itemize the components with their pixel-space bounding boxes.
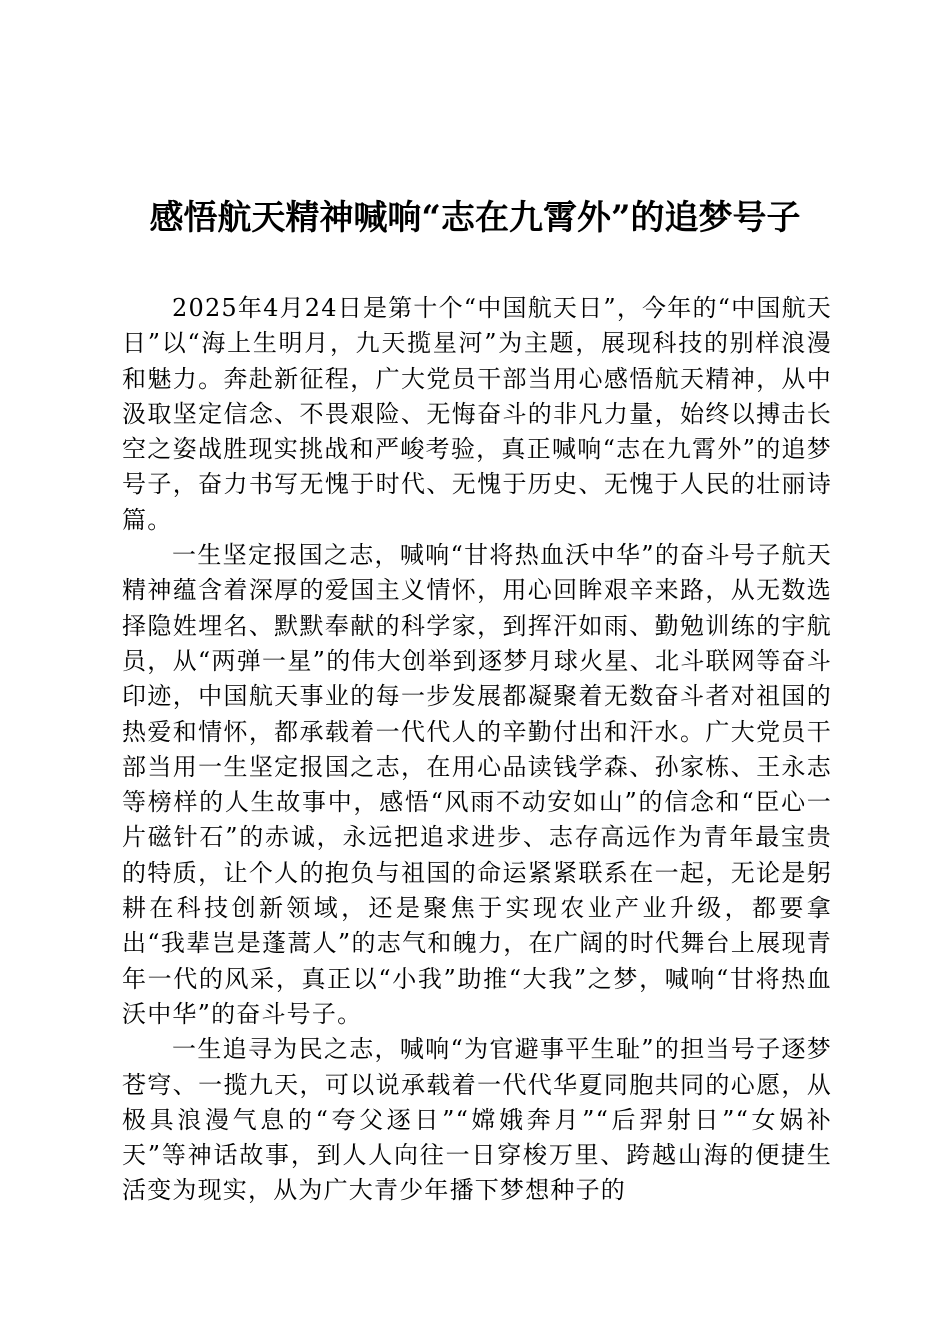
paragraph-patriotism: 一生坚定报国之志，喊响“甘将热血沃中华”的奋斗号子航天精神蕴含着深厚的爱国主义情怀，用心回眸艰辛来路，从无数选择隐姓埋名、默默奉献的科学家，到挥汗如雨、勤勉训练的宇航员，从“两弹一星”的伟大创举到逐梦月球火星、北斗联网等奋斗印迹，中国航天事业的每一步发展都凝聚着无数奋斗者对祖国的热爱和情怀，都承载着一代代人的辛勤付出和汗水。广大党员干部当用一生坚定报国之志，在用心品读钱学森、孙家栋、王永志等榜样的人生故事中，感悟“风雨不动安如山”的信念和“臣心一片磁针石”的赤诚，永远把追求进步、志存高远作为青年最宝贵的特质，让个人的抱负与祖国的命运紧紧联系在一起，无论是躬耕在科技创新领域，还是聚焦于实现农业产业升级，都要拿出“我辈岂是蓬蒿人”的志气和魄力，在广阔的时代舞台上展现青年一代的风采，真正以“小我”助推“大我”之梦，喊响“甘将热血沃中华”的奋斗号子。 bbox=[122, 541, 832, 1028]
document-title: 感悟航天精神喊响“志在九霄外”的追梦号子 bbox=[149, 198, 801, 238]
paragraph-people: 一生追寻为民之志，喊响“为官避事平生耻”的担当号子逐梦苍穹、一揽九天，可以说承载着一代代华夏同胞共同的心愿，从极具浪漫气息的“夸父逐日”“嫦娥奔月”“后羿射日”“女娲补天”等神话故事，到人人向往一日穿梭万里、跨越山海的便捷生活变为现实，从为广大青少年播下梦想种子的 bbox=[122, 1035, 832, 1205]
document-body bbox=[122, 291, 832, 1209]
paragraph-intro: 2025年4月24日是第十个“中国航天日”，今年的“中国航天日”以“海上生明月，九天揽星河”为主题，展现科技的别样浪漫和魅力。奔赴新征程，广大党员干部当用心感悟航天精神，从中汲取坚定信念、不畏艰险、无悔奋斗的非凡力量，始终以搏击长空之姿战胜现实挑战和严峻考验，真正喊响“志在九霄外”的追梦号子，奋力书写无愧于时代、无愧于历史、无愧于人民的壮丽诗篇。 bbox=[122, 294, 832, 534]
